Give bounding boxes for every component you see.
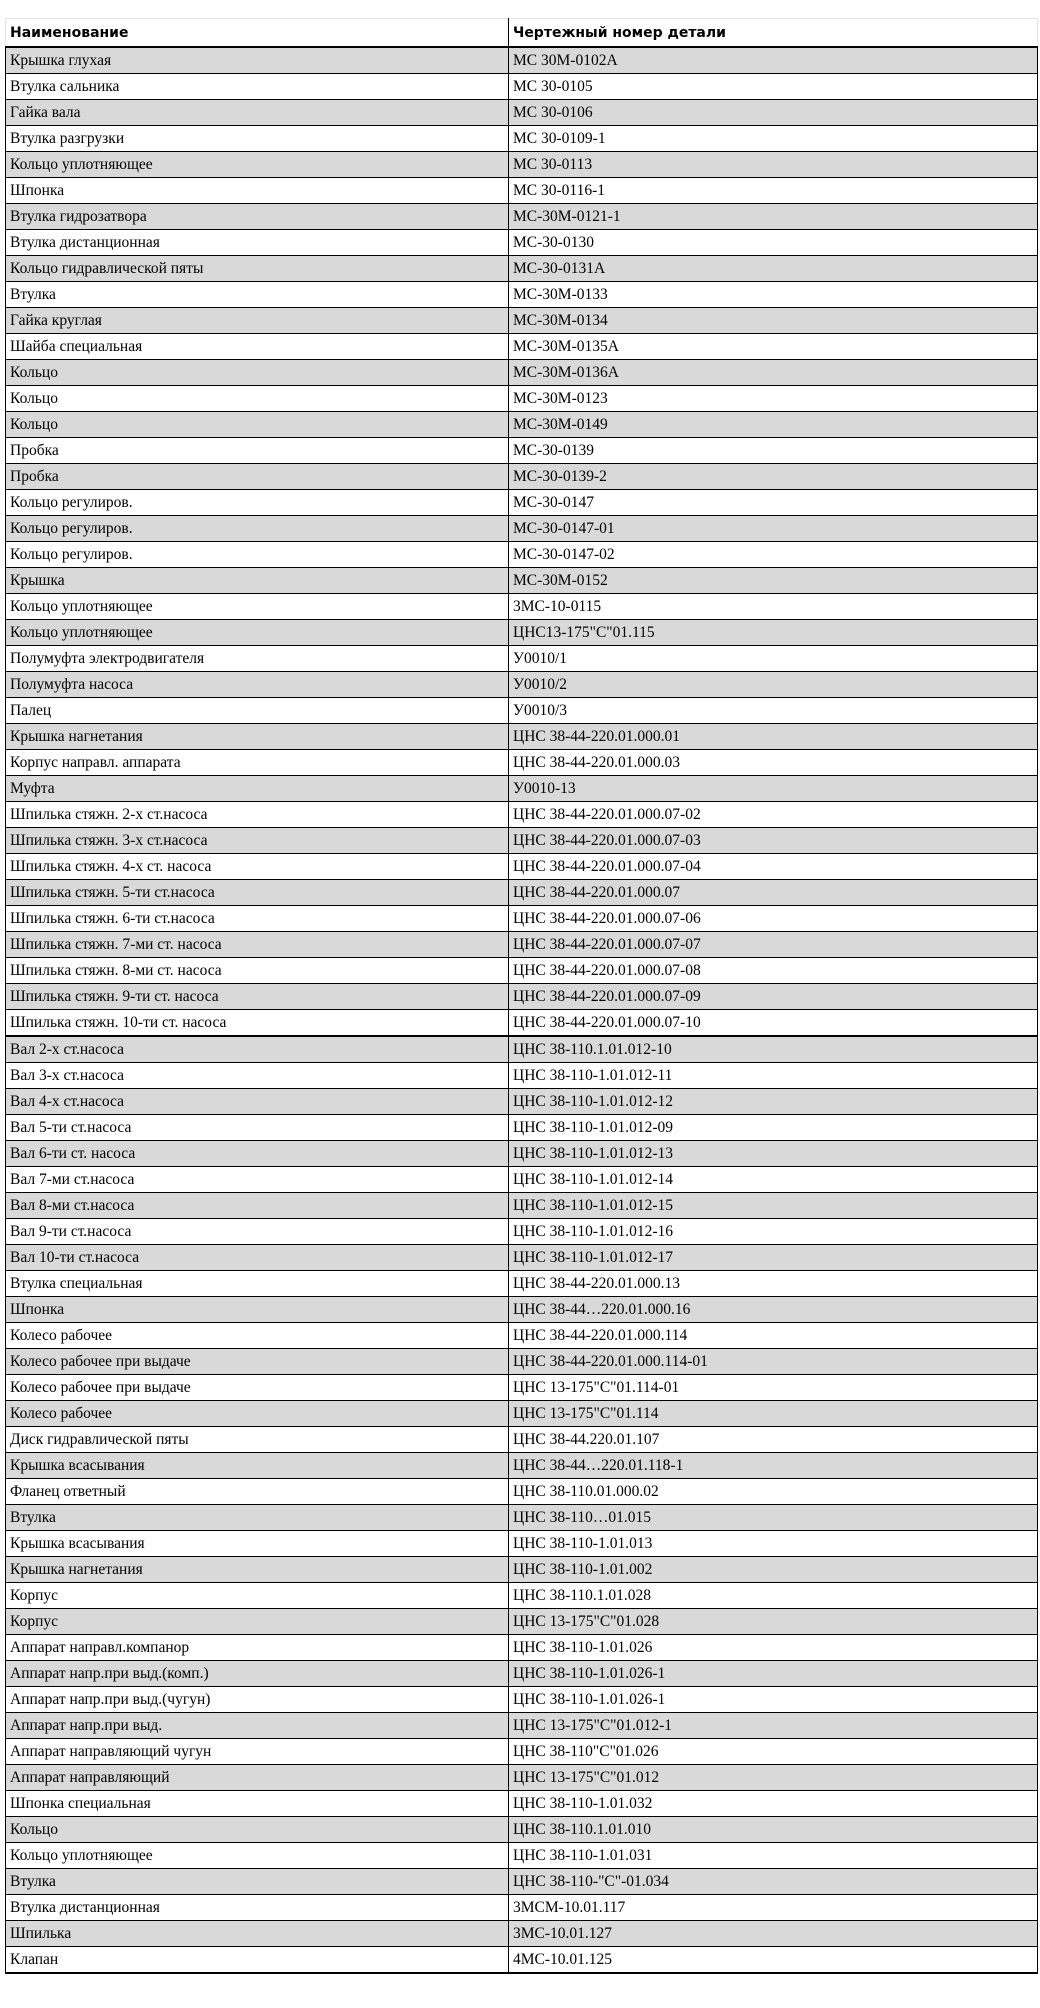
cell-part-name[interactable]: Крышка глухая (6, 47, 509, 74)
cell-part-name[interactable]: Вал 2-х ст.насоса (6, 1036, 509, 1063)
cell-part-name[interactable]: Шпилька стяжн. 4-х ст. насоса (6, 854, 509, 880)
cell-drawing-number[interactable]: ЦНС 38-110.01.000.02 (509, 1479, 1038, 1505)
table-row (6, 1609, 1038, 1635)
cell-drawing-number[interactable]: ЦНС 38-110-1.01.012-09 (509, 1115, 1038, 1141)
table-row (6, 594, 1038, 620)
cell-drawing-number[interactable]: ЦНС 13-175"С"01.114-01 (509, 1375, 1038, 1401)
table-row (6, 1245, 1038, 1271)
cell-part-name[interactable]: Шпилька стяжн. 2-х ст.насоса (6, 802, 509, 828)
table-row (6, 438, 1038, 464)
cell-part-name[interactable]: Шпилька стяжн. 10-ти ст. насоса (6, 1010, 509, 1037)
cell-part-name[interactable]: Диск гидравлической пяты (6, 1427, 509, 1453)
table-row (6, 1063, 1038, 1089)
table-row (6, 1297, 1038, 1323)
cell-part-name[interactable]: Колесо рабочее при выдаче (6, 1349, 509, 1375)
table-row (6, 1479, 1038, 1505)
table-row (6, 802, 1038, 828)
table-row (6, 880, 1038, 906)
cell-drawing-number[interactable]: У0010/3 (509, 698, 1038, 724)
table-row (6, 1505, 1038, 1531)
table-row (6, 724, 1038, 750)
cell-part-name[interactable]: Полумуфта электродвигателя (6, 646, 509, 672)
cell-part-name[interactable]: Шайба специальная (6, 334, 509, 360)
cell-drawing-number[interactable]: МС 30-0113 (509, 152, 1038, 178)
cell-drawing-number[interactable]: ЦНС 38-110-1.01.026-1 (509, 1687, 1038, 1713)
cell-part-name[interactable]: Вал 7-ми ст.насоса (6, 1167, 509, 1193)
cell-drawing-number[interactable]: ЦНС 38-44-220.01.000.07-07 (509, 932, 1038, 958)
cell-part-name[interactable]: Аппарат напр.при выд.(комп.) (6, 1661, 509, 1687)
cell-part-name[interactable]: Вал 4-х ст.насоса (6, 1089, 509, 1115)
cell-part-name[interactable]: Шпилька стяжн. 6-ти ст.насоса (6, 906, 509, 932)
table-row (6, 308, 1038, 334)
cell-part-name[interactable]: Аппарат направляющий чугун (6, 1739, 509, 1765)
table-row (6, 1349, 1038, 1375)
table-row (6, 516, 1038, 542)
table-row (6, 1817, 1038, 1843)
cell-drawing-number[interactable]: 3МСМ-10.01.117 (509, 1895, 1038, 1921)
cell-part-name[interactable]: Шпилька (6, 1921, 509, 1947)
cell-part-name[interactable]: Вал 10-ти ст.насоса (6, 1245, 509, 1271)
cell-drawing-number[interactable]: ЦНС 38-110.1.01.028 (509, 1583, 1038, 1609)
cell-drawing-number[interactable]: ЦНС 38-110-1.01.012-16 (509, 1219, 1038, 1245)
table-row (6, 152, 1038, 178)
cell-drawing-number[interactable]: ЦНС 38-110"С"01.026 (509, 1739, 1038, 1765)
cell-part-name[interactable]: Втулка (6, 282, 509, 308)
table-row (6, 1635, 1038, 1661)
cell-drawing-number[interactable]: ЦНС 38-110-1.01.012-13 (509, 1141, 1038, 1167)
cell-drawing-number[interactable]: МС-30М-0133 (509, 282, 1038, 308)
cell-drawing-number[interactable]: МС-30М-0136А (509, 360, 1038, 386)
table-row (6, 126, 1038, 152)
cell-part-name[interactable]: Корпус (6, 1609, 509, 1635)
cell-drawing-number[interactable]: ЦНС 13-175"С"01.114 (509, 1401, 1038, 1427)
cell-part-name[interactable]: Корпус направл. аппарата (6, 750, 509, 776)
table-row (6, 178, 1038, 204)
cell-drawing-number[interactable]: ЦНС 13-175"С"01.028 (509, 1609, 1038, 1635)
table-row (6, 568, 1038, 594)
cell-drawing-number[interactable]: ЦНС 38-110.1.01.012-10 (509, 1036, 1038, 1063)
table-row (6, 1713, 1038, 1739)
cell-drawing-number[interactable]: ЦНС 38-110…01.015 (509, 1505, 1038, 1531)
cell-drawing-number[interactable]: ЦНС 38-44-220.01.000.07 (509, 880, 1038, 906)
table-row (6, 828, 1038, 854)
cell-drawing-number[interactable]: ЦНС 38-44-220.01.000.07-02 (509, 802, 1038, 828)
cell-part-name[interactable]: Шпилька стяжн. 9-ти ст. насоса (6, 984, 509, 1010)
cell-part-name[interactable]: Втулка разгрузки (6, 126, 509, 152)
table-row (6, 47, 1038, 74)
cell-part-name[interactable]: Вал 9-ти ст.насоса (6, 1219, 509, 1245)
table-row (6, 100, 1038, 126)
cell-part-name[interactable]: Кольцо (6, 1817, 509, 1843)
cell-part-name[interactable]: Крышка всасывания (6, 1453, 509, 1479)
table-row (6, 1531, 1038, 1557)
cell-part-name[interactable]: Кольцо регулиров. (6, 542, 509, 568)
table-row (6, 542, 1038, 568)
cell-drawing-number[interactable]: ЦНС 38-44-220.01.000.07-09 (509, 984, 1038, 1010)
table-row (6, 1401, 1038, 1427)
cell-drawing-number[interactable]: МС-30-0147-01 (509, 516, 1038, 542)
table-row (6, 1765, 1038, 1791)
cell-part-name[interactable]: Колесо рабочее при выдаче (6, 1375, 509, 1401)
header-row (6, 19, 1038, 48)
cell-drawing-number[interactable]: ЦНС 13-175"С"01.012-1 (509, 1713, 1038, 1739)
cell-part-name[interactable]: Гайка круглая (6, 308, 509, 334)
table-row (6, 1739, 1038, 1765)
cell-part-name[interactable]: Аппарат направляющий (6, 1765, 509, 1791)
cell-part-name[interactable]: Шпилька стяжн. 3-х ст.насоса (6, 828, 509, 854)
table-row (6, 1036, 1038, 1063)
cell-drawing-number[interactable]: 3МС-10.01.127 (509, 1921, 1038, 1947)
cell-drawing-number[interactable]: ЦНС 38-44-220.01.000.07-03 (509, 828, 1038, 854)
table-row (6, 490, 1038, 516)
cell-part-name[interactable]: Кольцо гидравлической пяты (6, 256, 509, 282)
cell-part-name[interactable]: Кольцо регулиров. (6, 490, 509, 516)
cell-part-name[interactable]: Полумуфта насоса (6, 672, 509, 698)
cell-drawing-number[interactable]: МС-30М-0121-1 (509, 204, 1038, 230)
cell-part-name[interactable]: Кольцо (6, 386, 509, 412)
cell-drawing-number[interactable]: ЦНС 38-110-1.01.012-12 (509, 1089, 1038, 1115)
table-row (6, 1687, 1038, 1713)
cell-drawing-number[interactable]: ЦНС 38-44…220.01.000.16 (509, 1297, 1038, 1323)
cell-drawing-number[interactable]: МС-30М-0152 (509, 568, 1038, 594)
column-header-name[interactable]: Наименование (6, 19, 509, 48)
cell-drawing-number[interactable]: МС-30М-0135А (509, 334, 1038, 360)
cell-drawing-number[interactable]: МС 30-0109-1 (509, 126, 1038, 152)
cell-drawing-number[interactable]: МС-30-0131А (509, 256, 1038, 282)
cell-part-name[interactable]: Пробка (6, 464, 509, 490)
cell-drawing-number[interactable]: ЦНС 38-110-1.01.012-15 (509, 1193, 1038, 1219)
cell-drawing-number[interactable]: ЦНС 38-110-1.01.012-17 (509, 1245, 1038, 1271)
cell-part-name[interactable]: Аппарат напр.при выд.(чугун) (6, 1687, 509, 1713)
cell-part-name[interactable]: Фланец ответный (6, 1479, 509, 1505)
table-row (6, 906, 1038, 932)
cell-part-name[interactable]: Пробка (6, 438, 509, 464)
cell-drawing-number[interactable]: МС 30М-0102А (509, 47, 1038, 74)
cell-part-name[interactable]: Вал 5-ти ст.насоса (6, 1115, 509, 1141)
table-row (6, 932, 1038, 958)
cell-drawing-number[interactable]: ЦНС 38-110-"С"-01.034 (509, 1869, 1038, 1895)
cell-drawing-number[interactable]: МС 30-0105 (509, 74, 1038, 100)
cell-part-name[interactable]: Шпилька стяжн. 7-ми ст. насоса (6, 932, 509, 958)
cell-drawing-number[interactable]: ЦНС 38-44…220.01.118-1 (509, 1453, 1038, 1479)
cell-drawing-number[interactable]: 3МС-10-0115 (509, 594, 1038, 620)
cell-drawing-number[interactable]: МС-30-0130 (509, 230, 1038, 256)
table-row (6, 1869, 1038, 1895)
cell-drawing-number[interactable]: ЦНС 38-44-220.01.000.13 (509, 1271, 1038, 1297)
table-row (6, 854, 1038, 880)
cell-part-name[interactable]: Аппарат напр.при выд. (6, 1713, 509, 1739)
table-row (6, 1375, 1038, 1401)
table-row (6, 1323, 1038, 1349)
cell-part-name[interactable]: Шпонка специальная (6, 1791, 509, 1817)
cell-drawing-number[interactable]: ЦНС 38-110-1.01.012-11 (509, 1063, 1038, 1089)
table-row (6, 1219, 1038, 1245)
cell-part-name[interactable]: Кольцо уплотняющее (6, 594, 509, 620)
cell-drawing-number[interactable]: ЦНС 38-110-1.01.031 (509, 1843, 1038, 1869)
cell-drawing-number[interactable]: ЦНС 38-110.1.01.010 (509, 1817, 1038, 1843)
table-row (6, 1661, 1038, 1687)
table-row (6, 1141, 1038, 1167)
cell-drawing-number[interactable]: ЦНС 38-44-220.01.000.03 (509, 750, 1038, 776)
cell-drawing-number[interactable]: У0010-13 (509, 776, 1038, 802)
table-row (6, 412, 1038, 438)
table-row (6, 256, 1038, 282)
table-row (6, 1089, 1038, 1115)
cell-drawing-number[interactable]: У0010/2 (509, 672, 1038, 698)
cell-drawing-number[interactable]: ЦНС 13-175"С"01.012 (509, 1765, 1038, 1791)
cell-part-name[interactable]: Кольцо уплотняющее (6, 152, 509, 178)
cell-part-name[interactable]: Вал 8-ми ст.насоса (6, 1193, 509, 1219)
cell-drawing-number[interactable]: МС-30М-0123 (509, 386, 1038, 412)
cell-drawing-number[interactable]: ЦНС 38-44.220.01.107 (509, 1427, 1038, 1453)
table-row (6, 1167, 1038, 1193)
table-row (6, 386, 1038, 412)
cell-drawing-number[interactable]: МС-30-0139-2 (509, 464, 1038, 490)
table-row (6, 1895, 1038, 1921)
cell-drawing-number[interactable]: МС 30-0116-1 (509, 178, 1038, 204)
cell-part-name[interactable]: Клапан (6, 1947, 509, 1974)
parts-table (5, 18, 1038, 1974)
table-row (6, 1583, 1038, 1609)
table-row (6, 1843, 1038, 1869)
cell-drawing-number[interactable]: ЦНС 38-110-1.01.002 (509, 1557, 1038, 1583)
cell-part-name[interactable]: Кольцо (6, 412, 509, 438)
table-row (6, 1921, 1038, 1947)
table-row (6, 464, 1038, 490)
cell-drawing-number[interactable]: 4МС-10.01.125 (509, 1947, 1038, 1974)
cell-part-name[interactable]: Кольцо уплотняющее (6, 1843, 509, 1869)
cell-part-name[interactable]: Крышка нагнетания (6, 1557, 509, 1583)
table-body (6, 47, 1038, 1973)
cell-part-name[interactable]: Кольцо регулиров. (6, 516, 509, 542)
cell-part-name[interactable]: Втулка дистанционная (6, 1895, 509, 1921)
table-row (6, 672, 1038, 698)
column-header-drawing-number[interactable]: Чертежный номер детали (509, 19, 1038, 48)
cell-drawing-number[interactable]: МС-30-0147 (509, 490, 1038, 516)
cell-part-name[interactable]: Втулка специальная (6, 1271, 509, 1297)
cell-part-name[interactable]: Аппарат направл.компанор (6, 1635, 509, 1661)
cell-drawing-number[interactable]: ЦНС 38-110-1.01.026-1 (509, 1661, 1038, 1687)
cell-part-name[interactable]: Колесо рабочее (6, 1401, 509, 1427)
table-row (6, 1947, 1038, 1974)
table-row (6, 1427, 1038, 1453)
cell-part-name[interactable]: Шпонка (6, 1297, 509, 1323)
cell-drawing-number[interactable]: ЦНС 38-110-1.01.013 (509, 1531, 1038, 1557)
cell-part-name[interactable]: Крышка всасывания (6, 1531, 509, 1557)
cell-part-name[interactable]: Втулка гидрозатвора (6, 204, 509, 230)
cell-part-name[interactable]: Шпилька стяжн. 5-ти ст.насоса (6, 880, 509, 906)
cell-part-name[interactable]: Шпонка (6, 178, 509, 204)
cell-part-name[interactable]: Палец (6, 698, 509, 724)
cell-drawing-number[interactable]: ЦНС 38-110-1.01.026 (509, 1635, 1038, 1661)
cell-drawing-number[interactable]: ЦНС 38-44-220.01.000.07-08 (509, 958, 1038, 984)
cell-drawing-number[interactable]: ЦНС 38-44-220.01.000.01 (509, 724, 1038, 750)
table-header (6, 19, 1038, 48)
table-row (6, 958, 1038, 984)
cell-part-name[interactable]: Вал 6-ти ст. насоса (6, 1141, 509, 1167)
cell-part-name[interactable]: Муфта (6, 776, 509, 802)
cell-drawing-number[interactable]: МС 30-0106 (509, 100, 1038, 126)
cell-drawing-number[interactable]: МС-30-0147-02 (509, 542, 1038, 568)
cell-drawing-number[interactable]: ЦНС13-175"С"01.115 (509, 620, 1038, 646)
table-row (6, 698, 1038, 724)
table-row (6, 1010, 1038, 1037)
table-row (6, 1271, 1038, 1297)
cell-part-name[interactable]: Гайка вала (6, 100, 509, 126)
table-row (6, 74, 1038, 100)
cell-part-name[interactable]: Втулка сальника (6, 74, 509, 100)
cell-drawing-number[interactable]: ЦНС 38-110-1.01.012-14 (509, 1167, 1038, 1193)
cell-drawing-number[interactable]: ЦНС 38-110-1.01.032 (509, 1791, 1038, 1817)
table-row (6, 360, 1038, 386)
cell-drawing-number[interactable]: ЦНС 38-44-220.01.000.07-10 (509, 1010, 1038, 1037)
cell-part-name[interactable]: Колесо рабочее (6, 1323, 509, 1349)
table-row (6, 230, 1038, 256)
table-row (6, 620, 1038, 646)
cell-part-name[interactable]: Кольцо уплотняющее (6, 620, 509, 646)
cell-part-name[interactable]: Крышка (6, 568, 509, 594)
table-row (6, 282, 1038, 308)
table-row (6, 1791, 1038, 1817)
cell-part-name[interactable]: Кольцо (6, 360, 509, 386)
cell-part-name[interactable]: Вал 3-х ст.насоса (6, 1063, 509, 1089)
cell-drawing-number[interactable]: МС-30М-0149 (509, 412, 1038, 438)
cell-drawing-number[interactable]: МС-30М-0134 (509, 308, 1038, 334)
table-row (6, 1557, 1038, 1583)
table-row (6, 334, 1038, 360)
table-row (6, 750, 1038, 776)
cell-part-name[interactable]: Шпилька стяжн. 8-ми ст. насоса (6, 958, 509, 984)
cell-drawing-number[interactable]: ЦНС 38-44-220.01.000.114-01 (509, 1349, 1038, 1375)
cell-drawing-number[interactable]: МС-30-0139 (509, 438, 1038, 464)
table-row (6, 776, 1038, 802)
cell-part-name[interactable]: Крышка нагнетания (6, 724, 509, 750)
cell-drawing-number[interactable]: ЦНС 38-44-220.01.000.07-04 (509, 854, 1038, 880)
cell-part-name[interactable]: Корпус (6, 1583, 509, 1609)
table-row (6, 204, 1038, 230)
table-row (6, 984, 1038, 1010)
table-row (6, 1453, 1038, 1479)
cell-part-name[interactable]: Втулка дистанционная (6, 230, 509, 256)
cell-part-name[interactable]: Втулка (6, 1869, 509, 1895)
cell-part-name[interactable]: Втулка (6, 1505, 509, 1531)
table-row (6, 1115, 1038, 1141)
table-row (6, 646, 1038, 672)
cell-drawing-number[interactable]: У0010/1 (509, 646, 1038, 672)
cell-drawing-number[interactable]: ЦНС 38-44-220.01.000.114 (509, 1323, 1038, 1349)
table-row (6, 1193, 1038, 1219)
cell-drawing-number[interactable]: ЦНС 38-44-220.01.000.07-06 (509, 906, 1038, 932)
